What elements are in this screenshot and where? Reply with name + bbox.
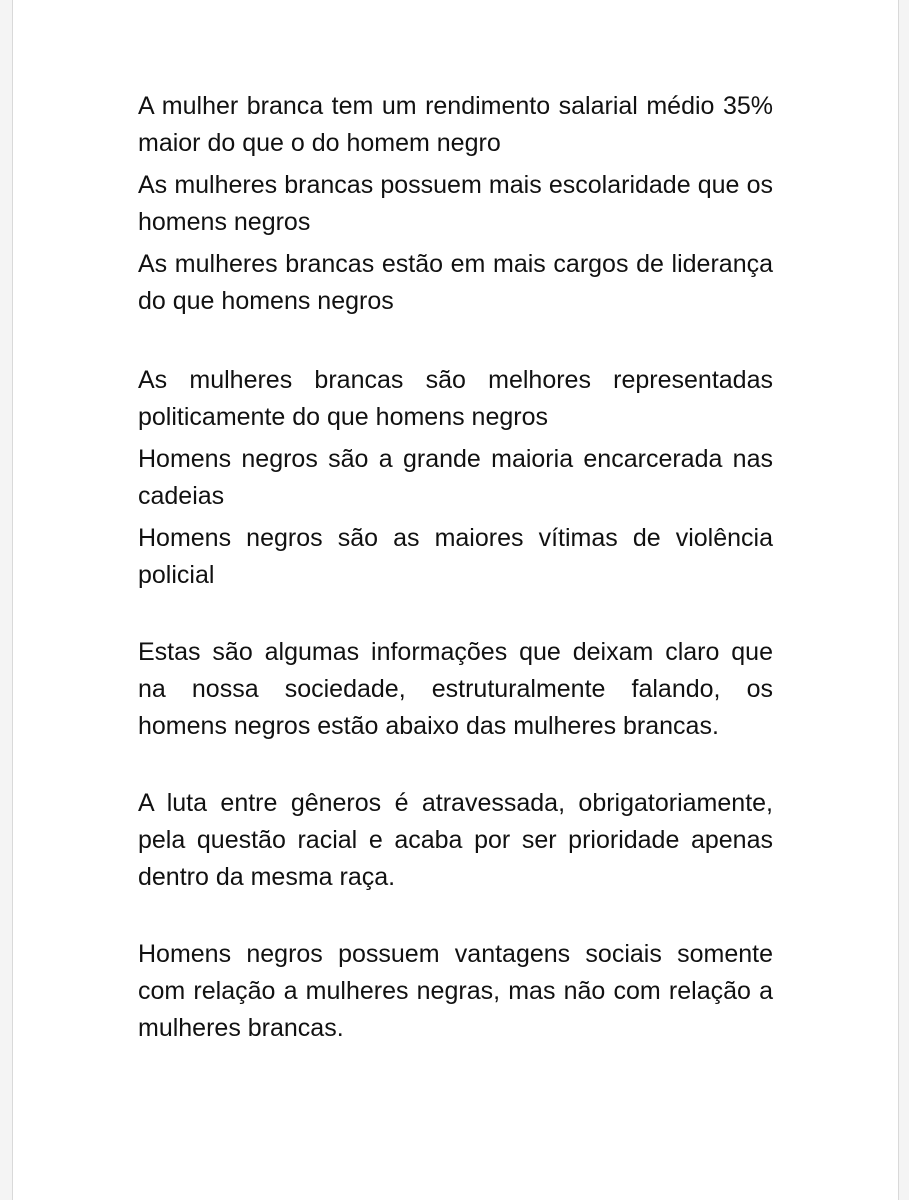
- paragraph-gender-race: A luta entre gêneros é atravessada, obrigatoriamente, pela questão racial e acaba por ser prioridade apenas dentro da mesma raça.: [138, 789, 773, 891]
- paragraph-police-violence: Homens negros são as maiores vítimas de violência policial: [138, 524, 773, 589]
- paragraph-education: As mulheres brancas possuem mais escolaridade que os homens negros: [138, 171, 773, 236]
- paragraph-incarceration: Homens negros são a grande maioria encarcerada nas cadeias: [138, 445, 773, 510]
- document-body: [138, 88, 773, 1047]
- paragraph-leadership: As mulheres brancas estão em mais cargos de liderança do que homens negros: [138, 250, 773, 315]
- paragraph-conclusion: Estas são algumas informações que deixam claro que na nossa sociedade, estruturalmente falando, os homens negros estão abaixo das mulheres brancas.: [138, 638, 773, 740]
- paragraph-salary: A mulher branca tem um rendimento salarial médio 35% maior do que o do homem negro: [138, 92, 773, 157]
- paragraph-social-advantages: Homens negros possuem vantagens sociais somente com relação a mulheres negras, mas não com relação a mulheres brancas.: [138, 940, 773, 1042]
- paragraph-political-representation: As mulheres brancas são melhores representadas politicamente do que homens negros: [138, 366, 773, 431]
- document-page: [12, 0, 899, 1200]
